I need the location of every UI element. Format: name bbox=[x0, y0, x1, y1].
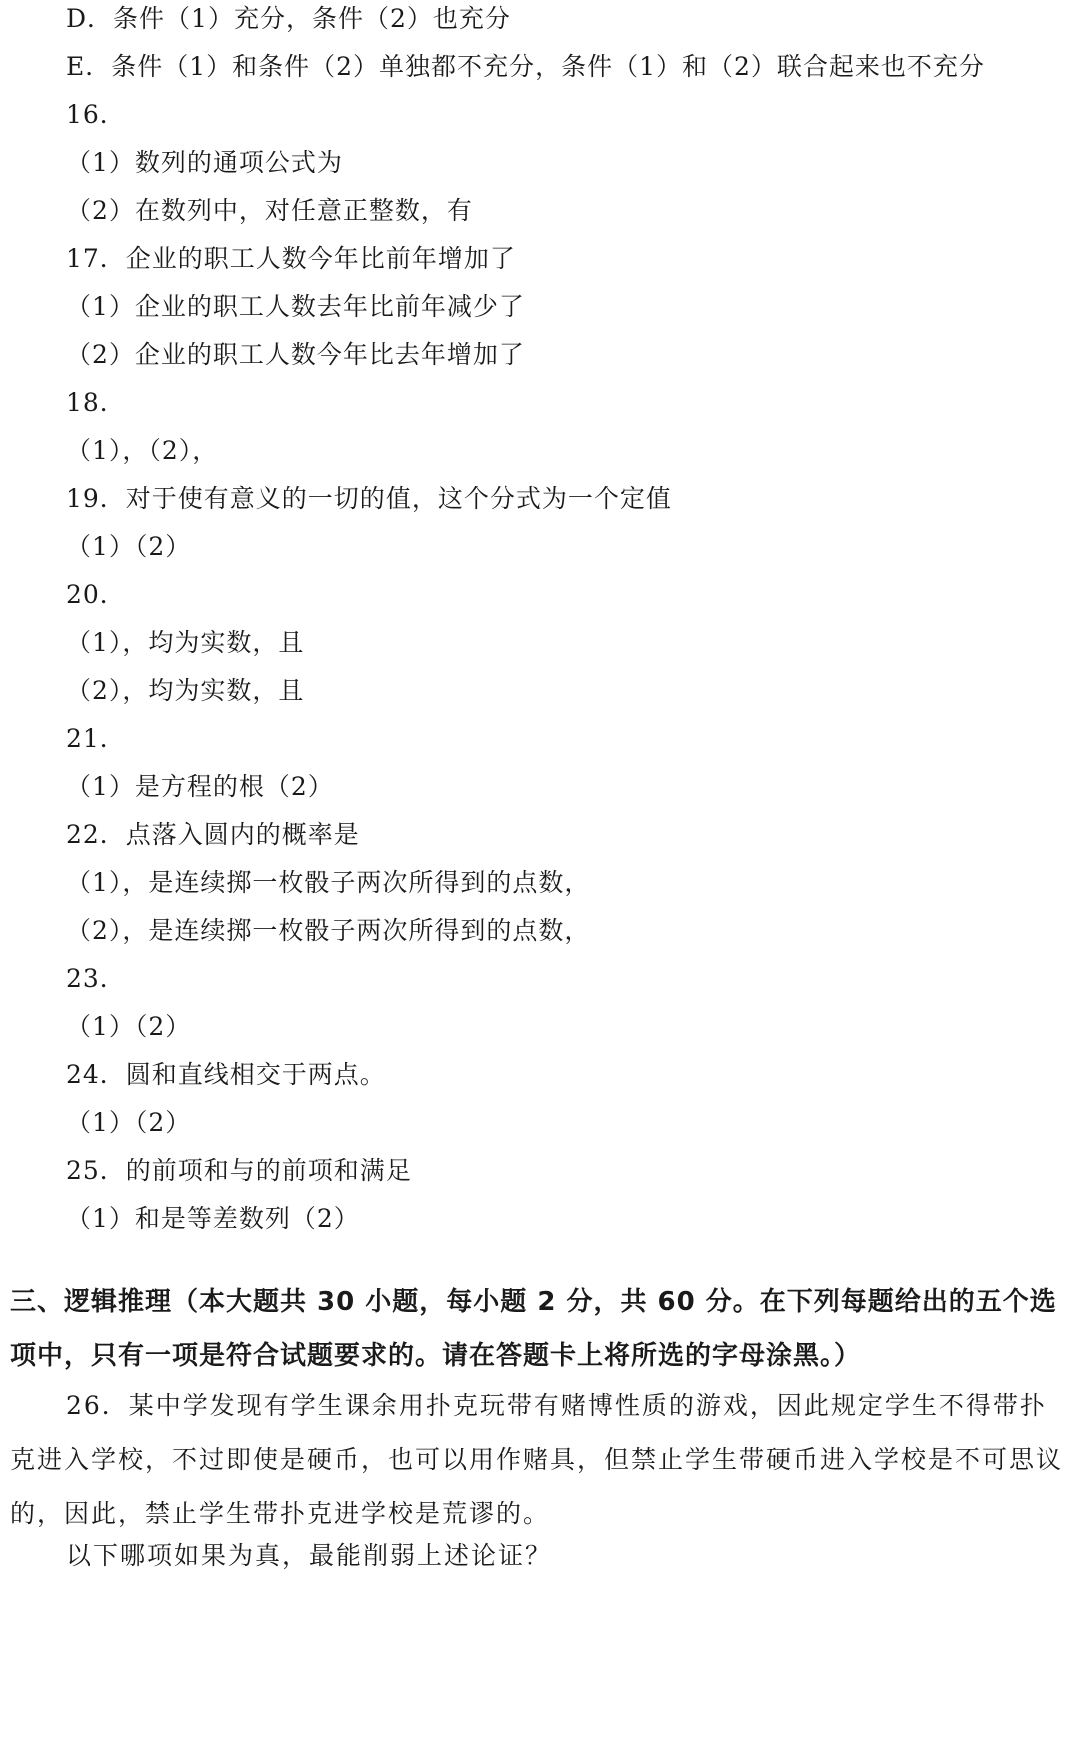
question-16-cond-1: （1）数列的通项公式为 bbox=[66, 148, 343, 177]
question-17-cond-2: （2）企业的职工人数今年比去年增加了 bbox=[66, 340, 525, 369]
question-17: 17．企业的职工人数今年比前年增加了 bbox=[66, 244, 516, 273]
question-26-prompt: 以下哪项如果为真，最能削弱上述论证？ bbox=[66, 1541, 553, 1570]
question-20-cond-1: （1），均为实数，且 bbox=[66, 628, 305, 657]
question-25-conds: （1）和是等差数列（2） bbox=[66, 1204, 360, 1233]
question-18-conds: （1），（2）， bbox=[66, 436, 219, 465]
question-22-cond-1: （1），是连续掷一枚骰子两次所得到的点数， bbox=[66, 868, 591, 897]
question-19-conds: （1）（2） bbox=[66, 532, 192, 561]
question-17-cond-1: （1）企业的职工人数去年比前年减少了 bbox=[66, 292, 525, 321]
question-19: 19．对于使有意义的一切的值，这个分式为一个定值 bbox=[66, 484, 672, 513]
option-d: D．条件（1）充分，条件（2）也充分 bbox=[66, 4, 511, 33]
question-23: 23． bbox=[66, 964, 126, 993]
question-20-cond-2: （2），均为实数，且 bbox=[66, 676, 305, 705]
question-18: 18． bbox=[66, 388, 126, 417]
question-20: 20． bbox=[66, 580, 126, 609]
question-24-conds: （1）（2） bbox=[66, 1108, 192, 1137]
question-16: 16． bbox=[66, 100, 126, 129]
question-16-cond-2: （2）在数列中，对任意正整数，有 bbox=[66, 196, 473, 225]
option-e: E．条件（1）和条件（2）单独都不充分，条件（1）和（2）联合起来也不充分 bbox=[66, 52, 985, 81]
question-21: 21． bbox=[66, 724, 126, 753]
question-21-conds: （1）是方程的根（2） bbox=[66, 772, 334, 801]
section-heading: 三、逻辑推理（本大题共 30 小题，每小题 2 分，共 60 分。在下列每题给出的五个选项中，只有一项是符合试题要求的。请在答题卡上将所选的字母涂黑。） bbox=[10, 1287, 1057, 1371]
question-22: 22．点落入圆内的概率是 bbox=[66, 820, 360, 849]
question-25: 25．的前项和与的前项和满足 bbox=[66, 1156, 412, 1185]
question-23-conds: （1）（2） bbox=[66, 1012, 192, 1041]
question-24: 24．圆和直线相交于两点。 bbox=[66, 1060, 386, 1089]
question-26: 26．某中学发现有学生课余用扑克玩带有赌博性质的游戏，因此规定学生不得带扑克进入学校，不过即使是硬币，也可以用作赌具，但禁止学生带硬币进入学校是不可思议的，因此，禁止学生带扑克进学校是荒谬的。 bbox=[10, 1391, 1064, 1528]
question-22-cond-2: （2），是连续掷一枚骰子两次所得到的点数， bbox=[66, 916, 591, 945]
